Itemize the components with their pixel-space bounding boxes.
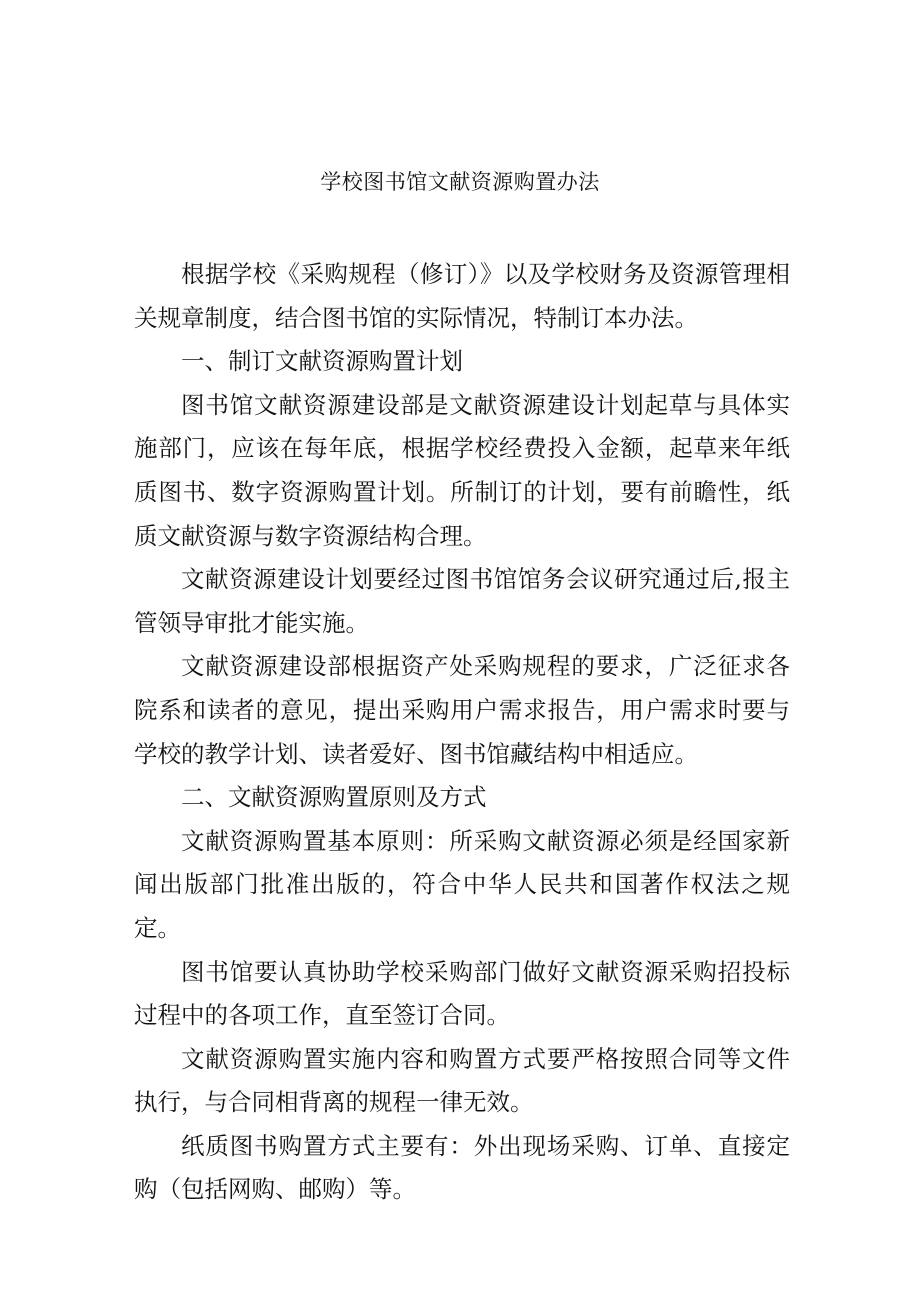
section-heading-1: 一、制订文献资源购置计划 [181, 347, 463, 376]
paragraph: 文献资源购置基本原则：所采购文献资源必须是经国家新闻出版部门批准出版的，符合中华人民共和国著作权法之规定。 [134, 826, 790, 942]
paragraph: 文献资源购置实施内容和购置方式要严格按照合同等文件执行，与合同相背离的规程一律无效。 [134, 1044, 790, 1117]
paragraph-intro: 根据学校《采购规程（修订）》以及学校财务及资源管理相关规章制度，结合图书馆的实际情况，特制订本办法。 [134, 260, 790, 332]
paragraph: 文献资源建设计划要经过图书馆馆务会议研究通过后,报主管领导审批才能实施。 [134, 565, 790, 637]
paragraph: 纸质图书购置方式主要有：外出现场采购、订单、直接定购（包括网购、邮购）等。 [134, 1131, 790, 1204]
paragraph: 图书馆要认真协助学校采购部门做好文献资源采购招投标过程中的各项工作，直至签订合同。 [134, 957, 790, 1030]
document-title: 学校图书馆文献资源购置办法 [320, 170, 600, 194]
paragraph: 文献资源建设部根据资产处采购规程的要求，广泛征求各院系和读者的意见，提出采购用户需求报告，用户需求时要与学校的教学计划、读者爱好、图书馆藏结构中相适应。 [134, 652, 790, 768]
paragraph: 图书馆文献资源建设部是文献资源建设计划起草与具体实施部门，应该在每年底，根据学校经费投入金额，起草来年纸质图书、数字资源购置计划。所制订的计划，要有前瞻性，纸质文献资源与数字资源结构合理。 [134, 390, 790, 550]
document-body [134, 253, 790, 1212]
section-heading-2: 二、文献资源购置原则及方式 [181, 783, 487, 812]
